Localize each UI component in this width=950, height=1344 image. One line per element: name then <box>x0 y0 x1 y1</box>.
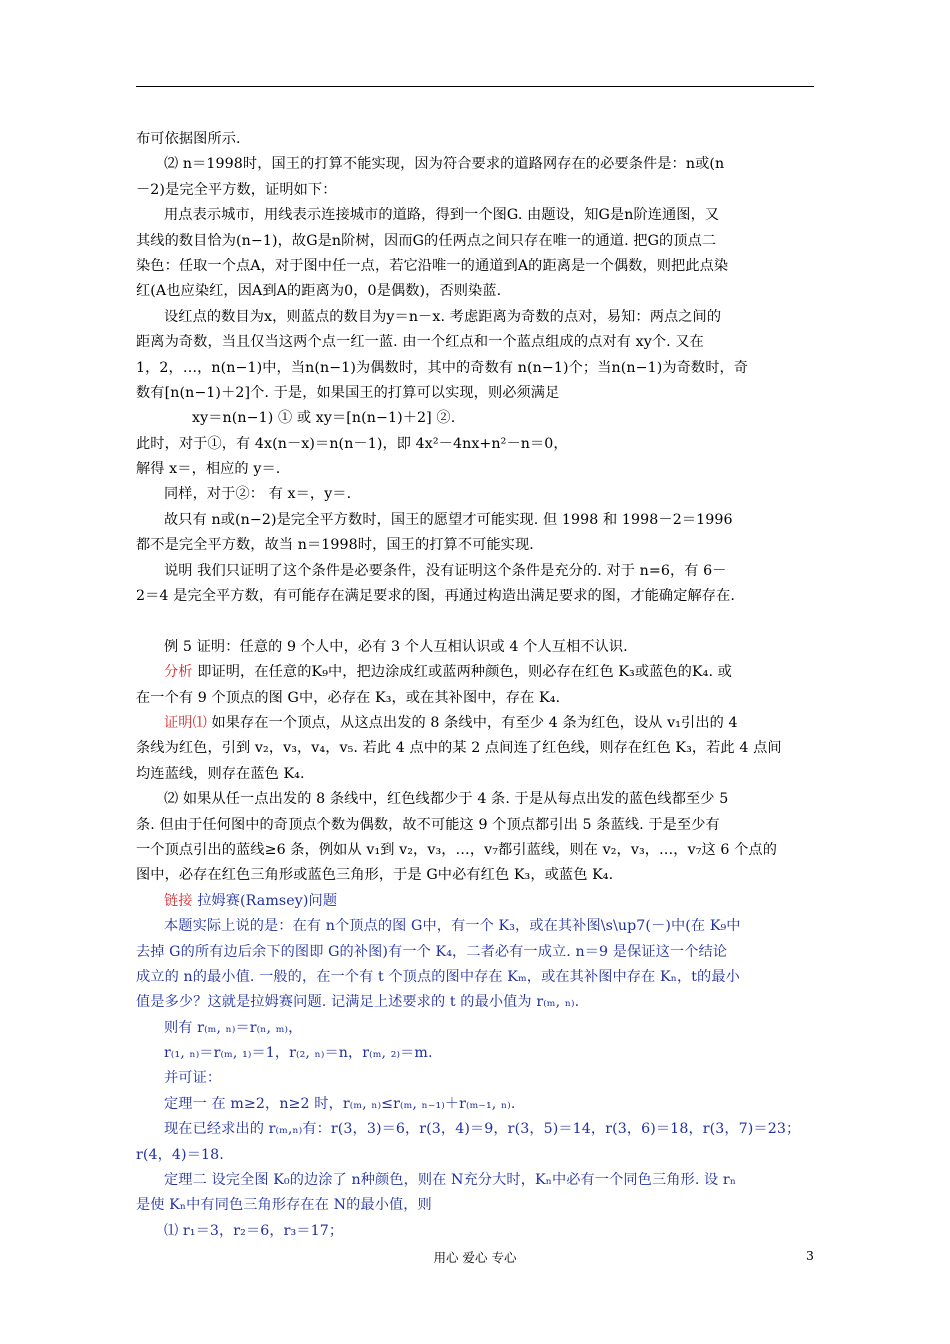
text-line: 成立的 n的最小值. 一般的，在一个有 t 个顶点的图中存在 Kₘ，或在其补图中存在 Kₙ，t的最小 <box>136 968 740 985</box>
text-line: 本题实际上说的是：在有 n个顶点的图 G中，有一个 K₃，或在其补图\s\up7(－)中(在 K₉中 <box>164 918 741 935</box>
text-line: 条. 但由于任何图中的奇顶点个数为偶数，故不可能这 9 个顶点都引出 5 条蓝线. 于是至少有 <box>136 816 720 833</box>
text-line: 在一个有 9 个顶点的图 G中，必存在 K₃，或在其补图中，存在 K₄. <box>136 689 561 706</box>
text-line: 一个顶点引出的蓝线≥6 条，例如从 v₁到 v₂，v₃，…，v₇都引蓝线，则在 v₂，v₃，…，v₇这 6 个点的 <box>136 841 777 858</box>
text-line: ⑴ r₁＝3，r₂＝6，r₃＝17； <box>164 1222 344 1239</box>
text-line <box>136 660 816 685</box>
section-label: 证明⑴ <box>164 714 207 731</box>
footer-slogan: 用心 爱心 专心 <box>433 1250 517 1265</box>
text-line: 此时，对于①，有 4x(n－x)＝n(n－1)，即 4x²－4nx+n²－n＝0， <box>136 435 568 452</box>
text-line: 并可证： <box>164 1070 222 1087</box>
line-text: 拉姆赛(Ramsey)问题 <box>192 892 338 909</box>
text-line: 去掉 G的所有边后余下的图即 G的补图)有一个 K₄，二者必有一成立. n＝9 是保证这一个结论 <box>136 943 728 960</box>
text-line: 染色：任取一个点A，对于图中任一点，若它沿唯一的通道到A的距离是一个偶数，则把此点染 <box>136 257 729 274</box>
page-number: 3 <box>806 1248 814 1263</box>
text-line: 现在已经求出的 r₍ₘ,ₙ₎有：r(3，3)＝6，r(3，4)＝9，r(3，5)＝14，r(3，6)＝18，r(3，7)＝23； <box>164 1121 801 1138</box>
text-line: ⑵ 如果从任一点出发的 8 条线中，红色线都少于 4 条. 于是从每点出发的蓝色线都至少 5 <box>164 791 729 808</box>
line-text: 如果存在一个顶点，从这点出发的 8 条线中，有至少 4 条为红色，设从 v₁引出的 4 <box>206 714 738 731</box>
header-rule <box>136 86 814 87</box>
text-line: 1，2，…，n(n−1)中，当n(n−1)为偶数时，其中的奇数有 n(n−1)个；当n(n−1)为奇数时，奇 <box>136 359 749 376</box>
line-text: 即证明，在任意的K₉中，把边涂成红或蓝两种颜色，则必存在红色 K₃或蓝色的K₄. 或 <box>192 664 732 681</box>
section-label: 分析 <box>164 664 193 681</box>
text-line: 故只有 n或(n−2)是完全平方数时，国王的愿望才可能实现. 但 1998 和 1998－2＝1996 <box>164 511 733 528</box>
text-line: ⑵ n＝1998时，国王的打算不能实现，因为符合要求的道路网存在的必要条件是：n或(n <box>164 156 725 173</box>
text-line: 距离为奇数，当且仅当这两个点一红一蓝. 由一个红点和一个蓝点组成的点对有 xy个. 又在 <box>136 334 704 351</box>
text-line: 值是多少？这就是拉姆赛问题. 记满足上述要求的 t 的最小值为 r₍ₘ, ₙ₎. <box>136 994 580 1011</box>
text-line: 均连蓝线，则存在蓝色 K₄. <box>136 765 305 782</box>
text-line: 是使 Kₙ中有同色三角形存在在 N的最小值，则 <box>136 1197 432 1214</box>
text-line: 解得 x＝，相应的 y＝. <box>136 461 281 478</box>
text-line: 例 5 证明：任意的 9 个人中，必有 3 个人互相认识或 4 个人互相不认识. <box>164 638 628 655</box>
text-line: －2)是完全平方数，证明如下： <box>136 181 337 198</box>
text-line: 定理二 设完全图 K₀的边涂了 n种颜色，则在 N充分大时，Kₙ中必有一个同色三角形. 设 rₙ <box>164 1172 737 1189</box>
text-line: 图中，必存在红色三角形或蓝色三角形，于是 G中必有红色 K₃，或蓝色 K₄. <box>136 867 614 884</box>
text-line: 用点表示城市，用线表示连接城市的道路，得到一个图G. 由题设，知G是n阶连通图，又 <box>164 207 720 224</box>
text-line: 都不是完全平方数，故当 n＝1998时，国王的打算不可能实现. <box>136 537 534 554</box>
text-line: 同样，对于②： 有 x＝，y＝. <box>164 486 352 503</box>
text-line <box>136 889 816 914</box>
text-line: r(4，4)＝18. <box>136 1146 224 1163</box>
text-line: 定理一 在 m≥2，n≥2 时，r₍ₘ, ₙ₎≤r₍ₘ, ₙ₋₁₎＋r₍ₘ₋₁, ₙ₎. <box>164 1095 516 1112</box>
section-label: 链接 <box>164 892 193 909</box>
document-body <box>136 127 816 1244</box>
text-line: 条线为红色，引到 v₂，v₃，v₄，v₅. 若此 4 点中的某 2 点间连了红色线，则存在红色 K₃，若此 4 点间 <box>136 740 782 757</box>
text-line: 数有[n(n−1)＋2]个. 于是，如果国王的打算可以实现，则必须满足 <box>136 384 560 401</box>
text-line: 红(A也应染红，因A到A的距离为0，0是偶数)，否则染蓝. <box>136 283 502 300</box>
text-line <box>136 711 816 736</box>
blank-line <box>136 609 816 634</box>
text-line: 说明 我们只证明了这个条件是必要条件，没有证明这个条件是充分的. 对于 n=6，有 6－ <box>164 562 727 579</box>
text-line: 则有 r₍ₘ, ₙ₎＝r₍ₙ, ₘ₎， <box>164 1019 303 1036</box>
text-line: 2＝4 是完全平方数，有可能存在满足要求的图，再通过构造出满足要求的图，才能确定解存在. <box>136 588 735 605</box>
text-line: 设红点的数目为x，则蓝点的数目为y＝n－x. 考虑距离为奇数的点对，易知：两点之间的 <box>164 308 722 325</box>
text-line: r₍₁, ₙ₎＝r₍ₘ, ₁₎＝1，r₍₂, ₙ₎＝n，r₍ₘ, ₂₎＝m. <box>164 1045 433 1062</box>
text-line: 其线的数目恰为(n−1)，故G是n阶树，因而G的任两点之间只存在唯一的通道. 把G的顶点二 <box>136 232 717 249</box>
text-line: 布可依据图所示. <box>136 131 241 147</box>
text-line: xy＝n(n−1) ① 或 xy＝[n(n−1)＋2] ②. <box>192 410 456 427</box>
